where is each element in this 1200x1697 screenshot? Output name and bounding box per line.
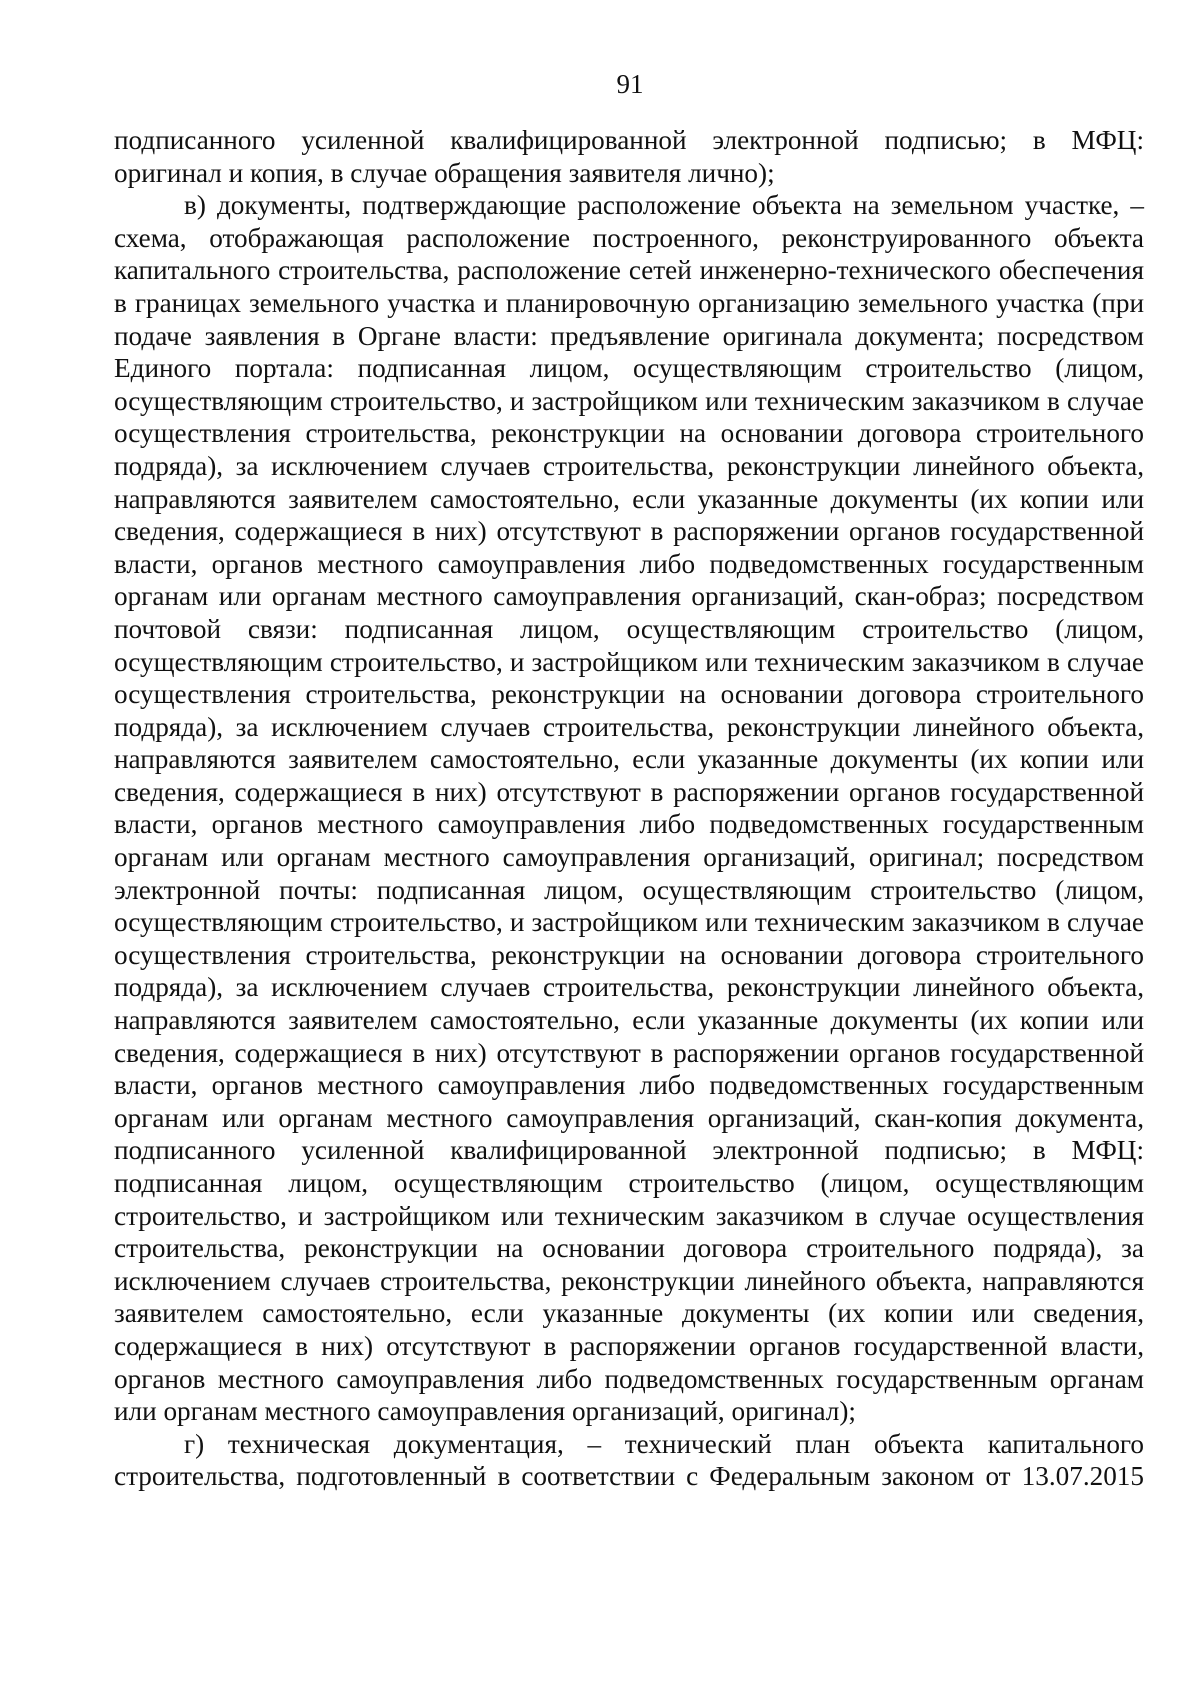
paragraph-item-v: в) документы, подтверждающие расположение объекта на земельном участке, – схема, отображающая расположение построенного, реконструированного объекта капитального строительства, расположение сетей инженерно-технического обеспечения в границах земельного участка и планировочную организацию земельного участка (при подаче заявления в Органе власти: предъявление оригинала документа; посредством Единого портала: подписанная лицом, осуществляющим строительство (лицом, осуществляющим строительство, и застройщиком или техническим заказчиком в случае осуществления строительства, реконструкции на основании договора строительного подряда), за исключением случаев строительства, реконструкции линейного объекта, направляются заявителем самостоятельно, если указанные документы (их копии или сведения, содержащиеся в них) отсутствуют в распоряжении органов государственной власти, органов местного самоуправления либо подведомственных государственным органам или органам местного самоуправления организаций, скан-образ; посредством почтовой связи: подписанная лицом, осуществляющим строительство (лицом, осуществляющим строительство, и застройщиком или техническим заказчиком в случае осуществления строительства, реконструкции на основании договора строительного подряда), за исключением случаев строительства, реконструкции линейного объекта, направляются заявителем самостоятельно, если указанные документы (их копии или сведения, содержащиеся в них) отсутствуют в распоряжении органов государственной власти, органов местного самоуправления либо подведомственных государственным органам или органам местного самоуправления организаций, оригинал; посредством электронной почты: подписанная лицом, осуществляющим строительство (лицом, осуществляющим строительство, и застройщиком или техническим заказчиком в случае осуществления строительства, реконструкции на основании договора строительного подряда), за исключением случаев строительства, реконструкции линейного объекта, направляются заявителем самостоятельно, если указанные документы (их копии или сведения, содержащиеся в них) отсутствуют в распоряжении органов государственной власти, органов местного самоуправления либо подведомственных государственным органам или органам местного самоуправления организаций, скан-копия документа, подписанного усиленной квалифицированной электронной подписью; в МФЦ: подписанная лицом, осуществляющим строительство (лицом, осуществляющим строительство, и застройщиком или техническим заказчиком в случае осуществления строительства, реконструкции на основании договора строительного подряда), за исключением случаев строительства, реконструкции линейного объекта, направляются заявителем самостоятельно, если указанные документы (их копии или сведения, содержащиеся в них) отсутствуют в распоряжении органов государственной власти, органов местного самоуправления либо подведомственных государственным органам или органам местного самоуправления организаций, оригинал); bbox=[114, 190, 1144, 1427]
page-number: 91 bbox=[616, 69, 644, 99]
paragraph-continuation: подписанного усиленной квалифицированной электронной подписью; в МФЦ: оригинал и копия, в случае обращения заявителя лично); bbox=[114, 125, 1144, 188]
paragraph-item-g: г) техническая документация, – технический план объекта капитального строительства, подготовленный в соответствии с Федеральным законом от 13.07.2015 bbox=[114, 1428, 1144, 1492]
document-body bbox=[114, 124, 1144, 1493]
